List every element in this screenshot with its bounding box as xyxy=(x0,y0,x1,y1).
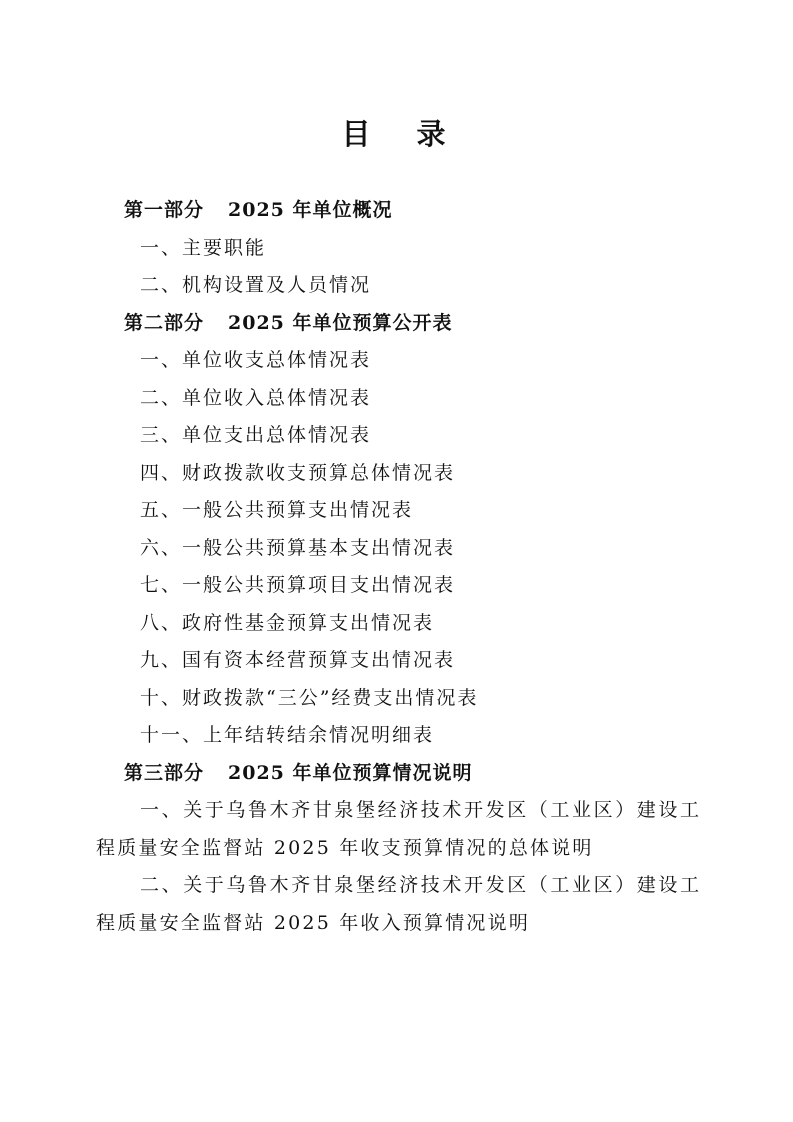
toc-item: 一、单位收支总体情况表 xyxy=(140,349,372,371)
toc-item: 六、一般公共预算基本支出情况表 xyxy=(140,536,456,559)
table-of-contents xyxy=(0,192,793,942)
part-title: 2025 年单位预算情况说明 xyxy=(228,761,473,784)
toc-item: 五、一般公共预算支出情况表 xyxy=(140,499,414,521)
toc-item: 九、国有资本经营预算支出情况表 xyxy=(140,649,456,671)
toc-item-line: 一、关于乌鲁木齐甘泉堡经济技术开发区（工业区）建设工 xyxy=(140,799,702,821)
toc-title: 目 录 xyxy=(341,117,464,151)
toc-item: 八、政府性基金预算支出情况表 xyxy=(140,611,435,634)
part-label: 第三部分 xyxy=(124,761,205,784)
toc-item-line: 程质量安全监督站 2025 年收入预算情况说明 xyxy=(96,911,531,934)
toc-item: 十一、上年结转结余情况明细表 xyxy=(140,724,435,746)
toc-item: 十、财政拨款“三公”经费支出情况表 xyxy=(140,686,479,709)
toc-item: 三、单位支出总体情况表 xyxy=(140,424,372,446)
part-heading-2 xyxy=(0,305,793,343)
part-heading-3 xyxy=(0,755,793,793)
part-title: 2025 年单位预算公开表 xyxy=(228,311,453,334)
toc-item: 二、单位收入总体情况表 xyxy=(140,386,372,409)
part-label: 第一部分 xyxy=(124,199,205,221)
toc-item: 七、一般公共预算项目支出情况表 xyxy=(140,574,456,596)
toc-item: 四、财政拨款收支预算总体情况表 xyxy=(140,461,456,484)
part-title: 2025 年单位概况 xyxy=(228,199,393,221)
toc-item: 一、主要职能 xyxy=(140,236,267,259)
toc-item: 二、机构设置及人员情况 xyxy=(140,274,372,296)
part-heading-1 xyxy=(0,192,793,230)
toc-item-line: 程质量安全监督站 2025 年收支预算情况的总体说明 xyxy=(96,836,594,859)
toc-item-line: 二、关于乌鲁木齐甘泉堡经济技术开发区（工业区）建设工 xyxy=(140,874,702,896)
part-label: 第二部分 xyxy=(124,311,205,334)
